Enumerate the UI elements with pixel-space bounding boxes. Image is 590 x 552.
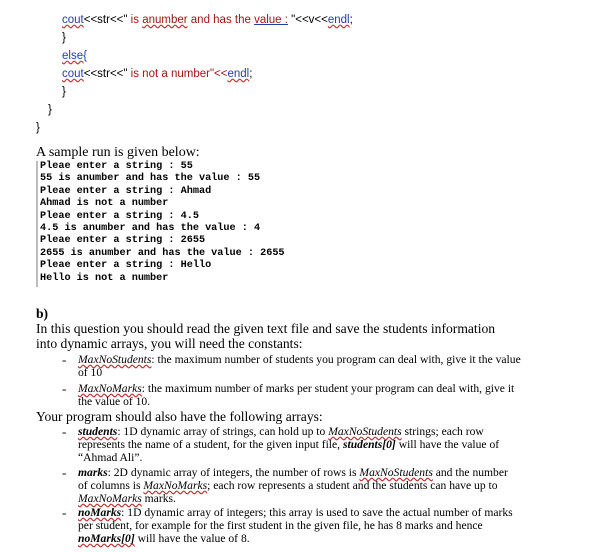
part-b-intro: In this question you should read the given text file and save the students information (36, 321, 496, 336)
array-desc: : 1D dynamic array of integers; this array is used to save the actual number of marks (121, 506, 513, 519)
array-nomarks-cont: per student, for example for the first student in the given file, he has 8 marks and hence (78, 519, 483, 532)
array-desc: : 2D dynamic array of integers, the number of rows is (107, 466, 360, 479)
code-text: ; (349, 14, 353, 26)
code-keyword-cout: cout (62, 14, 84, 26)
code-string: is (127, 14, 143, 26)
code-string: is not a number"<< (127, 68, 228, 80)
sample-run-line: Pleae enter a string : Hello (40, 260, 212, 272)
sample-run-line: Pleae enter a string : Ahmad (40, 185, 212, 197)
code-close-brace: } (62, 86, 66, 98)
array-desc: strings; each row (401, 425, 484, 438)
array-desc: ; each row represents a student and the students can have up to (207, 479, 498, 492)
code-close-brace: } (48, 104, 52, 116)
bullet-dash: - (62, 465, 67, 480)
bullet-dash: - (62, 505, 67, 520)
code-string: anumber (142, 14, 188, 26)
bullet-dash: - (62, 381, 67, 396)
constant-desc: : the maximum number of marks per student your program can deal with, give it (141, 382, 515, 395)
code-line-cout-anumber (62, 14, 353, 26)
sample-run-line: 4.5 is anumber and has the value : 4 (40, 223, 261, 235)
constant-max-marks-cont: the value of 10. (78, 395, 151, 408)
array-desc: : 1D dynamic array of strings, can hold up to (117, 425, 329, 438)
code-text: "<<v<< (287, 14, 328, 26)
array-ref: MaxNoStudents (359, 466, 433, 479)
array-marks-cont (78, 492, 176, 505)
sample-run-line: 55 is anumber and has the value : 55 (40, 173, 261, 185)
code-text: <<str<<" (83, 68, 128, 80)
array-marks (78, 466, 508, 479)
constant-name: MaxNoMarks (78, 382, 142, 395)
constant-name: MaxNoStudents (78, 353, 152, 366)
code-string: and has the (187, 14, 255, 26)
constant-max-students (78, 353, 521, 366)
code-line-cout-not-number (62, 68, 252, 80)
code-close-brace: } (36, 122, 40, 134)
sample-run-line: Pleae enter a string : 55 (40, 161, 193, 172)
code-string: value : (254, 14, 288, 26)
array-name: marks (78, 466, 108, 479)
sample-run-heading: A sample run is given below: (36, 145, 200, 160)
arrays-intro: Your program should also have the following arrays: (36, 409, 323, 424)
constant-max-marks (78, 382, 514, 395)
array-nomarks (78, 506, 513, 519)
array-ref: MaxNoStudents (328, 425, 402, 438)
array-marks-cont (78, 479, 498, 492)
code-else: else{ (62, 50, 87, 62)
array-ref: noMarks[0] (78, 532, 135, 545)
array-nomarks-cont (78, 532, 250, 545)
code-text: ; (249, 68, 253, 80)
bullet-dash: - (62, 352, 67, 367)
sample-run-line: Pleae enter a string : 2655 (40, 235, 206, 247)
code-keyword-endl: endl (327, 14, 350, 26)
array-desc: of columns is (78, 479, 144, 492)
array-desc: will have the value of 8. (134, 532, 250, 545)
array-desc: marks. (141, 492, 176, 505)
sample-run-line: Hello is not a number (40, 272, 169, 284)
array-students-cont (78, 438, 499, 451)
part-b-intro: into dynamic arrays, you will need the constants: (36, 336, 303, 351)
constant-desc: : the maximum number of students you program can deal with, give it the value (151, 353, 521, 366)
bullet-dash: - (62, 424, 67, 439)
code-keyword-cout: cout (62, 68, 84, 80)
sample-run-output (36, 161, 307, 287)
array-name: noMarks (78, 506, 122, 519)
array-ref: MaxNoMarks (143, 479, 208, 492)
array-students (78, 425, 484, 438)
array-students-cont: “Ahmad Ali”. (78, 451, 143, 464)
array-desc: represents the name of a student, for the given input file, (78, 438, 343, 451)
part-b-label: b) (36, 306, 49, 321)
sample-run-line: 2655 is anumber and has the value : 2655 (40, 247, 285, 259)
constant-max-students-cont: of 10 (78, 366, 103, 379)
array-desc: and the number (432, 466, 508, 479)
code-text: <<str<<" (83, 14, 128, 26)
sample-run-line: Ahmad is not a number (40, 198, 169, 210)
sample-run-line: Pleae enter a string : 4.5 (40, 210, 199, 222)
code-close-brace: } (62, 32, 66, 44)
array-desc: will have the value of (395, 438, 500, 451)
array-ref: students[0] (342, 438, 396, 451)
array-name: students (78, 425, 118, 438)
array-ref: MaxNoMarks (78, 492, 142, 505)
code-keyword-endl: endl (227, 68, 250, 80)
